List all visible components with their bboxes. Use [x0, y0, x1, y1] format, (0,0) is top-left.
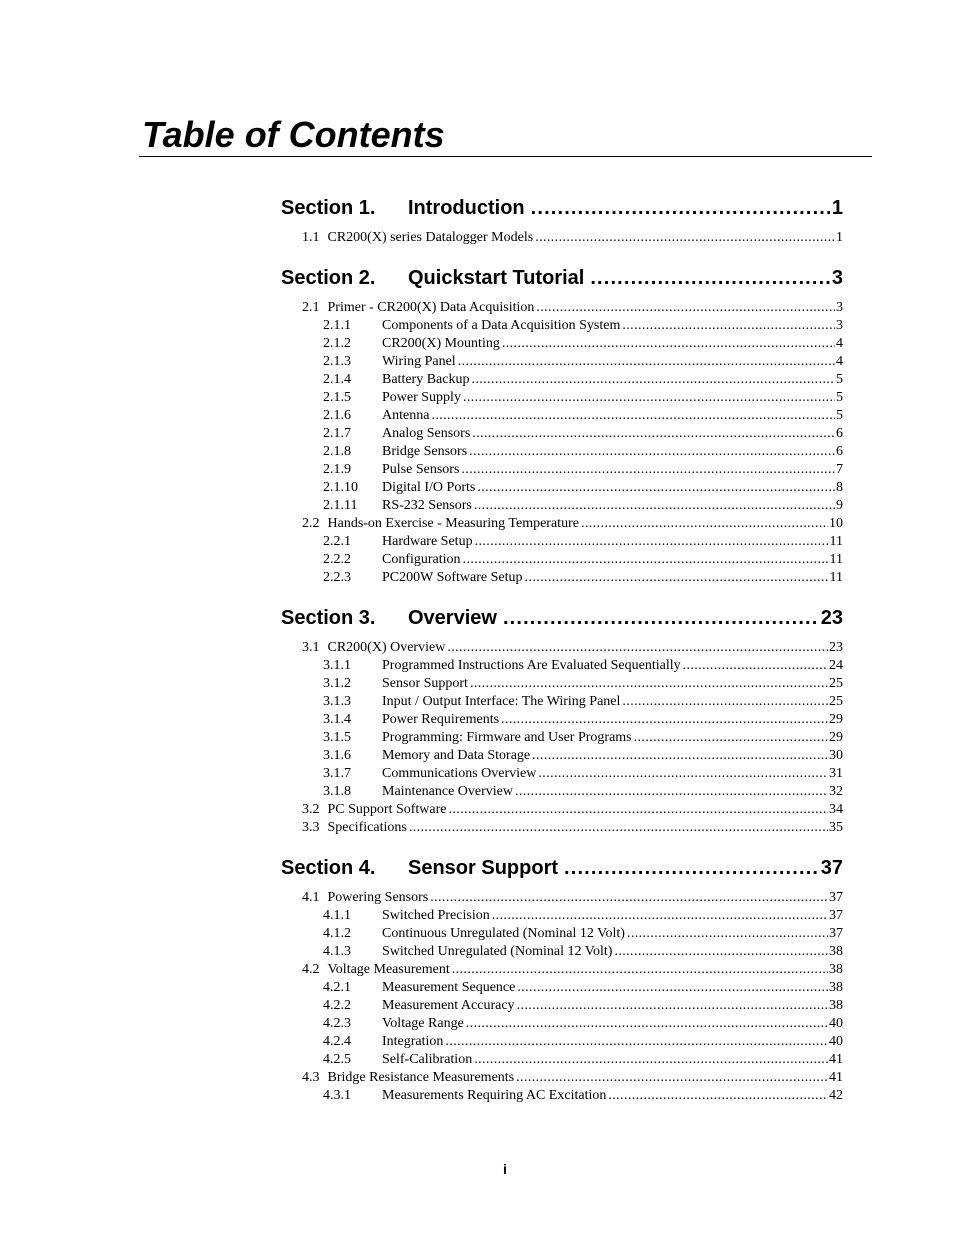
entry-number: 4.2.5	[323, 1052, 351, 1067]
entry-title: Switched Precision	[382, 908, 490, 923]
entry-page-number: 38	[829, 962, 843, 977]
toc-entry[interactable]	[281, 461, 843, 479]
entry-title: Primer - CR200(X) Data Acquisition	[327, 300, 535, 315]
entry-number: 3.1.1	[323, 658, 351, 673]
dot-leader	[474, 497, 835, 515]
toc-entry-list	[281, 299, 843, 587]
entry-title: Voltage Range	[382, 1016, 464, 1031]
dot-leader	[622, 693, 828, 711]
entry-number: 2.1.2	[323, 336, 351, 351]
entry-title: Communications Overview	[382, 766, 537, 781]
entry-number: 2.2.3	[323, 570, 351, 585]
dot-leader	[538, 765, 828, 783]
dot-leader	[447, 639, 828, 657]
dot-leader	[475, 533, 829, 551]
entry-number: 2.1.1	[323, 318, 351, 333]
entry-title: CR200(X) series Datalogger Models	[327, 230, 534, 245]
section-page-number: 1	[831, 197, 843, 219]
entry-number: 2.1.6	[323, 408, 351, 423]
dot-leader	[517, 979, 828, 997]
toc-entry-list	[281, 639, 843, 837]
toc-entry[interactable]	[281, 943, 843, 961]
entry-number: 4.1.1	[323, 908, 351, 923]
page-number: i	[503, 1161, 507, 1177]
title-rule	[139, 156, 872, 157]
toc-entry[interactable]	[281, 389, 843, 407]
section-page-number: 37	[820, 857, 843, 879]
entry-page-number: 37	[829, 926, 843, 941]
dot-leader	[517, 997, 828, 1015]
dot-leader	[535, 229, 835, 247]
entry-page-number: 41	[829, 1052, 843, 1067]
dot-leader	[614, 943, 828, 961]
section-title: Introduction	[408, 197, 525, 219]
entry-page-number: 38	[829, 944, 843, 959]
dot-leader	[463, 551, 829, 569]
entry-page-number: 35	[829, 820, 843, 835]
entry-number: 2.2.2	[323, 552, 351, 567]
entry-page-number: 9	[836, 498, 843, 513]
entry-title: CR200(X) Mounting	[382, 336, 500, 351]
entry-title: Hardware Setup	[382, 534, 473, 549]
entry-title: Configuration	[382, 552, 461, 567]
entry-number: 4.1.3	[323, 944, 351, 959]
entry-number: 2.2	[302, 516, 320, 531]
toc-entry[interactable]	[281, 335, 843, 353]
toc-entry[interactable]	[281, 675, 843, 693]
entry-page-number: 41	[829, 1070, 843, 1085]
entry-page-number: 1	[836, 230, 843, 245]
entry-page-number: 3	[836, 318, 843, 333]
entry-page-number: 4	[836, 336, 843, 351]
toc-entry[interactable]	[281, 371, 843, 389]
toc-entry[interactable]	[281, 639, 843, 657]
dot-leader	[564, 850, 819, 886]
entry-page-number: 30	[829, 748, 843, 763]
section-title: Quickstart Tutorial	[408, 267, 585, 289]
entry-number: 2.1	[302, 300, 320, 315]
entry-title: Programmed Instructions Are Evaluated Sequentially	[382, 658, 681, 673]
toc-entry[interactable]	[281, 729, 843, 747]
entry-number: 3.1.4	[323, 712, 351, 727]
entry-number: 2.2.1	[323, 534, 351, 549]
toc-entry[interactable]	[281, 407, 843, 425]
toc-entry[interactable]	[281, 765, 843, 783]
section-title: Overview	[408, 607, 497, 629]
toc-entry[interactable]	[281, 443, 843, 461]
section-number: Section 2.	[281, 267, 376, 289]
entry-title: Switched Unregulated (Nominal 12 Volt)	[382, 944, 613, 959]
entry-title: Integration	[382, 1034, 444, 1049]
entry-page-number: 11	[829, 570, 843, 585]
entry-number: 4.2	[302, 962, 320, 977]
dot-leader	[474, 1051, 828, 1069]
entry-page-number: 11	[829, 534, 843, 549]
entry-number: 4.2.2	[323, 998, 351, 1013]
dot-leader	[536, 299, 835, 317]
toc-entry[interactable]	[281, 497, 843, 515]
entry-page-number: 8	[836, 480, 843, 495]
toc-entry[interactable]	[281, 479, 843, 497]
dot-leader	[492, 907, 828, 925]
dot-leader	[532, 747, 828, 765]
toc-entry[interactable]	[281, 979, 843, 997]
dot-leader	[590, 260, 830, 296]
entry-title: Measurement Accuracy	[382, 998, 515, 1013]
entry-title: Power Supply	[382, 390, 461, 405]
entry-title: PC Support Software	[327, 802, 447, 817]
entry-title: Measurement Sequence	[382, 980, 516, 995]
entry-number: 2.1.10	[323, 480, 358, 495]
toc-section	[281, 850, 843, 1105]
toc-entry[interactable]	[281, 907, 843, 925]
entry-title: Components of a Data Acquisition System	[382, 318, 621, 333]
toc-entry[interactable]	[281, 1015, 843, 1033]
dot-leader	[634, 729, 828, 747]
section-heading[interactable]	[281, 850, 843, 886]
entry-page-number: 31	[829, 766, 843, 781]
entry-number: 2.1.7	[323, 426, 351, 441]
entry-page-number: 38	[829, 980, 843, 995]
toc-entry[interactable]	[281, 889, 843, 907]
entry-page-number: 37	[829, 890, 843, 905]
entry-page-number: 37	[829, 908, 843, 923]
toc-entry[interactable]	[281, 1069, 843, 1087]
dot-leader	[458, 353, 835, 371]
entry-number: 4.2.1	[323, 980, 351, 995]
entry-title: Bridge Resistance Measurements	[327, 1070, 515, 1085]
dot-leader	[470, 675, 828, 693]
entry-page-number: 6	[836, 444, 843, 459]
dot-leader	[515, 783, 828, 801]
entry-number: 3.3	[302, 820, 320, 835]
entry-title: Analog Sensors	[382, 426, 471, 441]
dot-leader	[503, 600, 819, 636]
entry-page-number: 11	[829, 552, 843, 567]
entry-page-number: 24	[829, 658, 843, 673]
entry-title: Programming: Firmware and User Programs	[382, 730, 632, 745]
entry-title: Self-Calibration	[382, 1052, 473, 1067]
toc-entry[interactable]	[281, 353, 843, 371]
entry-number: 2.1.9	[323, 462, 351, 477]
entry-title: Maintenance Overview	[382, 784, 513, 799]
entry-number: 3.1.5	[323, 730, 351, 745]
entry-number: 4.2.4	[323, 1034, 351, 1049]
entry-number: 3.1	[302, 640, 320, 655]
entry-page-number: 29	[829, 712, 843, 727]
section-heading[interactable]	[281, 190, 843, 226]
dot-leader	[409, 819, 828, 837]
entry-page-number: 42	[829, 1088, 843, 1103]
dot-leader	[430, 889, 828, 907]
entry-number: 4.3.1	[323, 1088, 351, 1103]
dot-leader	[431, 407, 835, 425]
entry-number: 4.3	[302, 1070, 320, 1085]
entry-page-number: 34	[829, 802, 843, 817]
dot-leader	[627, 925, 828, 943]
entry-page-number: 25	[829, 694, 843, 709]
toc-entry[interactable]	[281, 747, 843, 765]
toc-entry-list	[281, 889, 843, 1105]
dot-leader	[471, 371, 835, 389]
entry-title: Sensor Support	[382, 676, 468, 691]
toc-entry[interactable]	[281, 693, 843, 711]
entry-number: 2.1.4	[323, 372, 351, 387]
entry-page-number: 25	[829, 676, 843, 691]
entry-number: 2.1.8	[323, 444, 351, 459]
toc-entry[interactable]	[281, 533, 843, 551]
entry-title: Continuous Unregulated (Nominal 12 Volt)	[382, 926, 625, 941]
toc-entry[interactable]	[281, 801, 843, 819]
dot-leader	[516, 1069, 828, 1087]
page-title: Table of Contents	[142, 114, 445, 155]
dot-leader	[531, 190, 830, 226]
dot-leader	[461, 461, 835, 479]
entry-title: Specifications	[327, 820, 407, 835]
entry-title: Battery Backup	[382, 372, 470, 387]
entry-title: Bridge Sensors	[382, 444, 468, 459]
entry-page-number: 5	[836, 390, 843, 405]
entry-page-number: 32	[829, 784, 843, 799]
toc-entry[interactable]	[281, 961, 843, 979]
section-number: Section 3.	[281, 607, 376, 629]
entry-number: 3.1.7	[323, 766, 351, 781]
toc-entry[interactable]	[281, 997, 843, 1015]
toc-entry[interactable]	[281, 1033, 843, 1051]
toc-section	[281, 190, 843, 247]
dot-leader	[581, 515, 828, 533]
toc-entry[interactable]	[281, 317, 843, 335]
section-heading[interactable]	[281, 260, 843, 296]
entry-title: Measurements Requiring AC Excitation	[382, 1088, 607, 1103]
toc-entry[interactable]	[281, 569, 843, 587]
toc-entry[interactable]	[281, 425, 843, 443]
section-page-number: 3	[831, 267, 843, 289]
entry-page-number: 40	[829, 1016, 843, 1031]
entry-title: Pulse Sensors	[382, 462, 460, 477]
section-page-number: 23	[820, 607, 843, 629]
entry-number: 2.1.11	[323, 498, 358, 513]
dot-leader	[466, 1015, 828, 1033]
section-title: Sensor Support	[408, 857, 559, 879]
table-of-contents	[281, 190, 843, 1105]
section-number: Section 1.	[281, 197, 376, 219]
dot-leader	[608, 1087, 828, 1105]
toc-entry[interactable]	[281, 711, 843, 729]
toc-entry[interactable]	[281, 657, 843, 675]
dot-leader	[683, 657, 828, 675]
entry-page-number: 23	[829, 640, 843, 655]
entry-page-number: 3	[836, 300, 843, 315]
entry-title: Powering Sensors	[327, 890, 429, 905]
entry-title: Voltage Measurement	[327, 962, 450, 977]
dot-leader	[469, 443, 835, 461]
entry-title: Digital I/O Ports	[382, 480, 476, 495]
dot-leader	[622, 317, 835, 335]
entry-title: Wiring Panel	[382, 354, 456, 369]
entry-title: Power Requirements	[382, 712, 500, 727]
toc-entry[interactable]	[281, 819, 843, 837]
entry-title: Antenna	[382, 408, 430, 423]
toc-entry[interactable]	[281, 1087, 843, 1105]
entry-page-number: 5	[836, 372, 843, 387]
entry-number: 3.1.2	[323, 676, 351, 691]
dot-leader	[452, 961, 828, 979]
entry-page-number: 40	[829, 1034, 843, 1049]
entry-title: PC200W Software Setup	[382, 570, 523, 585]
entry-page-number: 4	[836, 354, 843, 369]
dot-leader	[445, 1033, 828, 1051]
entry-number: 3.1.6	[323, 748, 351, 763]
toc-entry[interactable]	[281, 783, 843, 801]
dot-leader	[501, 711, 828, 729]
dot-leader	[525, 569, 829, 587]
entry-page-number: 38	[829, 998, 843, 1013]
entry-page-number: 6	[836, 426, 843, 441]
toc-entry[interactable]	[281, 551, 843, 569]
entry-number: 4.2.3	[323, 1016, 351, 1031]
dot-leader	[502, 335, 835, 353]
entry-title: Memory and Data Storage	[382, 748, 531, 763]
entry-number: 4.1.2	[323, 926, 351, 941]
entry-page-number: 5	[836, 408, 843, 423]
entry-number: 3.1.3	[323, 694, 351, 709]
toc-entry[interactable]	[281, 925, 843, 943]
entry-number: 3.1.8	[323, 784, 351, 799]
entry-title: Hands-on Exercise - Measuring Temperature	[327, 516, 579, 531]
entry-page-number: 7	[836, 462, 843, 477]
entry-title: Input / Output Interface: The Wiring Panel	[382, 694, 621, 709]
toc-entry[interactable]	[281, 515, 843, 533]
entry-page-number: 10	[829, 516, 843, 531]
entry-number: 2.1.5	[323, 390, 351, 405]
section-heading[interactable]	[281, 600, 843, 636]
entry-number: 1.1	[302, 230, 320, 245]
dot-leader	[449, 801, 829, 819]
section-number: Section 4.	[281, 857, 376, 879]
toc-section	[281, 260, 843, 587]
toc-section	[281, 600, 843, 837]
dot-leader	[477, 479, 835, 497]
dot-leader	[463, 389, 835, 407]
entry-number: 4.1	[302, 890, 320, 905]
toc-entry-list	[281, 229, 843, 247]
toc-entry[interactable]	[281, 1051, 843, 1069]
entry-title: RS-232 Sensors	[382, 498, 472, 513]
entry-number: 2.1.3	[323, 354, 351, 369]
entry-title: CR200(X) Overview	[327, 640, 446, 655]
entry-number: 3.2	[302, 802, 320, 817]
toc-entry[interactable]	[281, 299, 843, 317]
toc-entry[interactable]	[281, 229, 843, 247]
entry-page-number: 29	[829, 730, 843, 745]
dot-leader	[472, 425, 835, 443]
